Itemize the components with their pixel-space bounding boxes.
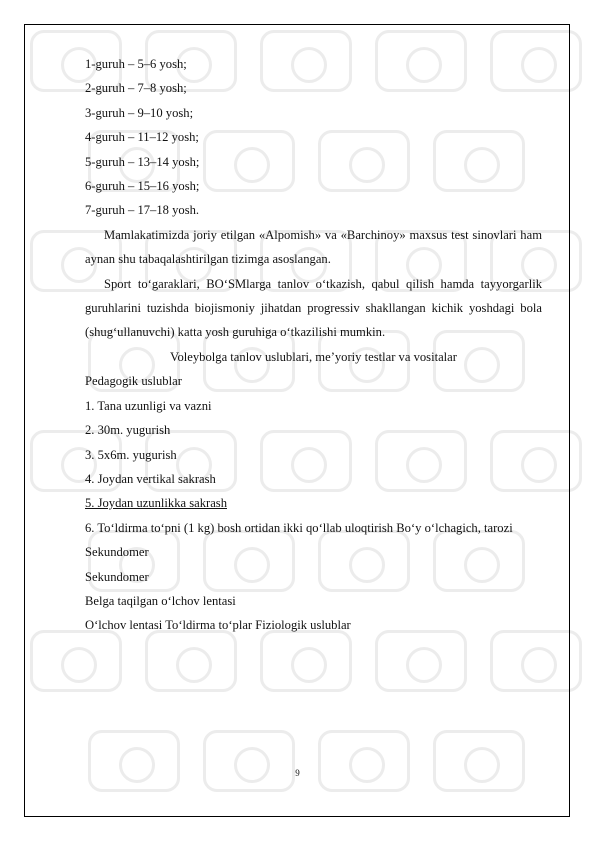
group-item: 2-guruh – 7–8 yosh; bbox=[85, 81, 187, 96]
test-item: 3. 5x6m. yugurish bbox=[85, 447, 177, 462]
test-item: 5. Joydan uzunlikka sakrash bbox=[85, 496, 227, 511]
test-item: 1. Tana uzunligi va vazni bbox=[85, 398, 212, 413]
group-item: 7-guruh – 17–18 yosh. bbox=[85, 203, 200, 218]
page-number: 9 bbox=[295, 768, 300, 778]
tool-item: Sekundomer bbox=[85, 569, 149, 584]
tool-item: O‘lchov lentasi To‘ldirma to‘plar Fiziologik uslublar bbox=[85, 618, 351, 633]
document-body bbox=[85, 52, 542, 638]
group-item: 4-guruh – 11–12 yosh; bbox=[85, 130, 199, 145]
test-item: 4. Joydan vertikal sakrash bbox=[85, 471, 216, 486]
group-item: 3-guruh – 9–10 yosh; bbox=[85, 105, 194, 120]
paragraph-sport-selection: Sport to‘garaklari, BO‘SMlarga tanlov o‘tkazish, qabul qilish hamda tayyorgarlik guruhlarini tuzishda biojismoniy jihatdan progressiv shakllangan kichik yoshdagi bola (shug‘ullanuvchi) katta yosh guruhiga o‘tkazilishi mumkin. bbox=[85, 276, 542, 340]
test-item: 2. 30m. yugurish bbox=[85, 423, 171, 438]
tool-item: Belga taqilgan o‘lchov lentasi bbox=[85, 593, 236, 608]
paragraph-alpomish: Mamlakatimizda joriy etilgan «Alpomish» va «Barchinoy» maxsus test sinovlari ham aynan shu tabaqalashtirilgan tizimga asoslangan. bbox=[85, 227, 542, 267]
test-item: 6. To‘ldirma to‘pni (1 kg) bosh ortidan ikki qo‘llab uloqtirish Bo‘y o‘lchagich, tarozi bbox=[85, 520, 513, 535]
group-item: 5-guruh – 13–14 yosh; bbox=[85, 154, 200, 169]
group-item: 6-guruh – 15–16 yosh; bbox=[85, 179, 200, 194]
tool-item: Sekundomer bbox=[85, 545, 149, 560]
list-title: Pedagogik uslublar bbox=[85, 374, 182, 389]
section-heading: Voleybolga tanlov uslublari, me’yoriy testlar va vositalar bbox=[170, 349, 457, 364]
group-item: 1-guruh – 5–6 yosh; bbox=[85, 57, 187, 71]
